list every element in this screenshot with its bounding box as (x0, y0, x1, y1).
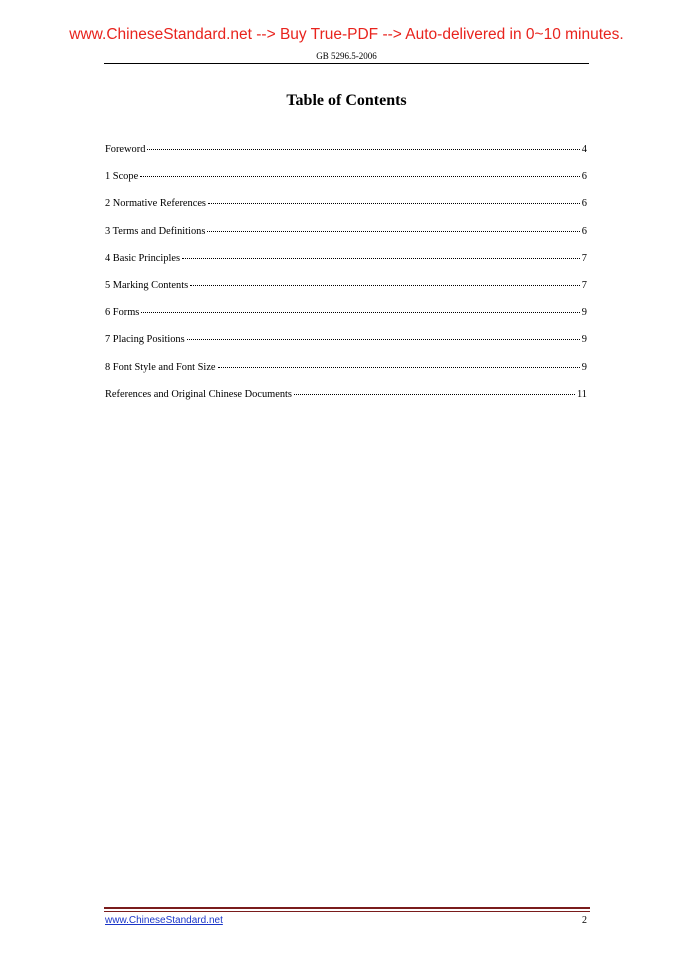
footer-divider-thin (104, 911, 590, 912)
toc-entry-text: 1 Scope (105, 171, 139, 183)
toc-leader-dots (141, 312, 579, 313)
toc-leader-dots (147, 149, 579, 150)
toc-entry-forms[interactable] (105, 307, 587, 334)
toc-entry-page: 4 (581, 144, 587, 155)
toc-entry-foreword[interactable] (105, 144, 587, 171)
banner-link[interactable]: www.ChineseStandard.net --> Buy True-PDF --> Auto-delivered in 0~10 minutes. (69, 26, 624, 43)
toc-entry-page: 9 (581, 307, 587, 319)
toc-entry-text: References and Original Chinese Documents (105, 388, 292, 400)
toc-list (105, 144, 587, 416)
toc-entry-basic-principles[interactable] (105, 253, 587, 280)
toc-entry-marking-contents[interactable] (105, 280, 587, 307)
toc-leader-dots (208, 203, 580, 204)
toc-entry-text: 8 Font Style and Font Size (105, 361, 216, 373)
footer-divider-thick (104, 907, 590, 909)
header-divider (104, 63, 589, 64)
toc-leader-dots (140, 176, 580, 177)
toc-leader-dots (218, 367, 580, 368)
toc-entry-text: 6 Forms (105, 307, 140, 319)
toc-title: Table of Contents (286, 92, 407, 109)
standard-code: GB 5296.5-2006 (316, 51, 377, 61)
toc-entry-terms-and-definitions[interactable] (105, 226, 587, 253)
toc-entry-references[interactable] (105, 389, 587, 416)
toc-entry-page: 11 (576, 388, 587, 400)
toc-leader-dots (182, 258, 580, 259)
toc-entry-text: 5 Marking Contents (105, 279, 189, 291)
toc-entry-font-style-and-size[interactable] (105, 362, 587, 389)
toc-leader-dots (187, 339, 580, 340)
toc-entry-normative-references[interactable] (105, 198, 587, 225)
toc-entry-text: Foreword (105, 144, 146, 155)
toc-entry-text: 7 Placing Positions (105, 334, 185, 346)
toc-entry-page: 6 (581, 198, 587, 210)
toc-entry-page: 6 (581, 225, 587, 237)
toc-entry-page: 9 (581, 361, 587, 373)
toc-entry-placing-positions[interactable] (105, 334, 587, 361)
toc-entry-page: 7 (581, 279, 587, 291)
toc-entry-scope[interactable] (105, 171, 587, 198)
toc-entry-text: 2 Normative References (105, 198, 206, 210)
toc-leader-dots (190, 285, 580, 286)
page-number: 2 (582, 915, 587, 926)
footer-website-link[interactable]: www.ChineseStandard.net (105, 915, 223, 926)
toc-leader-dots (207, 231, 579, 232)
toc-entry-text: 3 Terms and Definitions (105, 225, 206, 237)
toc-entry-page: 6 (581, 171, 587, 183)
toc-leader-dots (294, 394, 575, 395)
toc-entry-page: 9 (581, 334, 587, 346)
toc-entry-page: 7 (581, 252, 587, 264)
toc-entry-text: 4 Basic Principles (105, 252, 181, 264)
